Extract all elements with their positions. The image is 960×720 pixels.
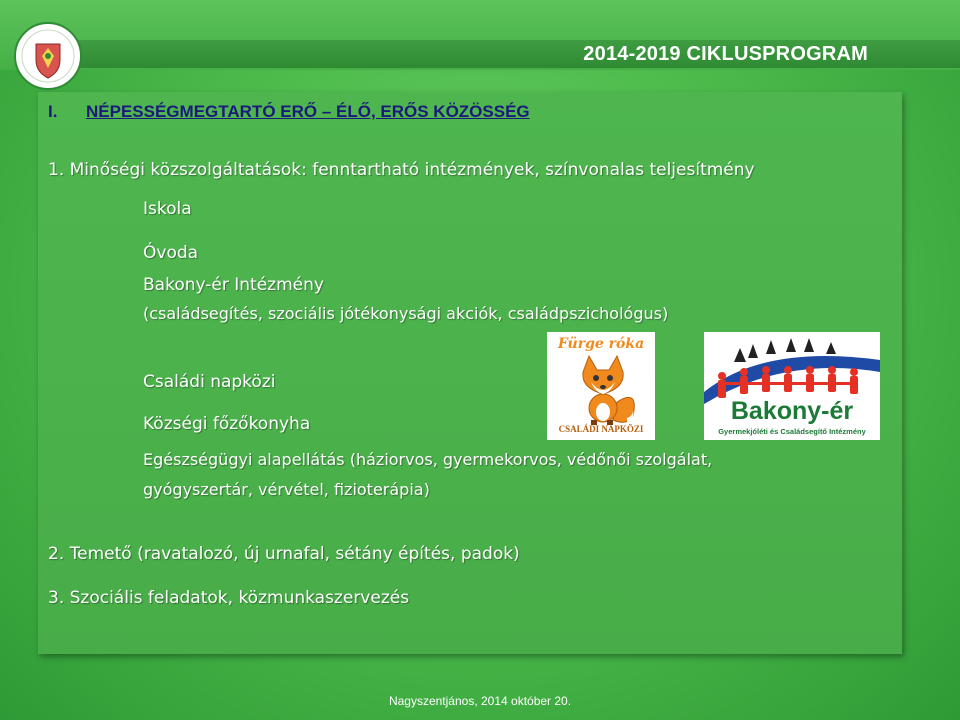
furge-roka-logo bbox=[547, 332, 655, 440]
municipal-crest-icon bbox=[12, 20, 84, 92]
section-number: I. bbox=[48, 102, 58, 121]
bakony-er-logo bbox=[704, 332, 880, 440]
footer-text: Nagyszentjános, 2014 október 20. bbox=[388, 694, 572, 708]
section-name: NÉPESSÉGMEGTARTÓ ERŐ – ÉLŐ, ERŐS KÖZÖSSÉG bbox=[86, 102, 530, 121]
item-kitchen: Községi főzőkonyha bbox=[143, 414, 311, 434]
item-2: 2. Temető (ravatalozó, új urnafal, sétány építés, padok) bbox=[48, 544, 520, 564]
program-title: 2014-2019 CIKLUSPROGRAM bbox=[583, 43, 868, 65]
item-health-line2: gyógyszertár, vérvétel, fizioterápia) bbox=[143, 480, 430, 499]
item-1: 1. Minőségi közszolgáltatások: fenntartható intézmények, színvonalas teljesítmény bbox=[48, 160, 755, 180]
furge-roka-title: Fürge róka bbox=[557, 336, 645, 352]
item-bakony-er: Bakony-ér Intézmény bbox=[143, 275, 324, 295]
item-bakony-er-detail: (családsegítés, szociális jótékonysági akciók, családpszichológus) bbox=[143, 304, 669, 323]
furge-roka-caption: CSALÁDI NAPKÖZI bbox=[558, 424, 644, 434]
section-title bbox=[48, 102, 530, 122]
item-school: Iskola bbox=[143, 199, 192, 219]
bakony-er-subtitle: Gyermekjóléti és Családsegítő Intézmény bbox=[718, 427, 866, 436]
item-health-line1: Egészségügyi alapellátás (háziorvos, gyermekorvos, védőnői szolgálat, bbox=[143, 450, 713, 469]
item-daycare: Családi napközi bbox=[143, 372, 276, 392]
bakony-er-title: Bakony-ér bbox=[730, 397, 854, 425]
item-3: 3. Szociális feladatok, közmunkaszervezés bbox=[48, 588, 410, 608]
item-kindergarten: Óvoda bbox=[143, 243, 199, 263]
